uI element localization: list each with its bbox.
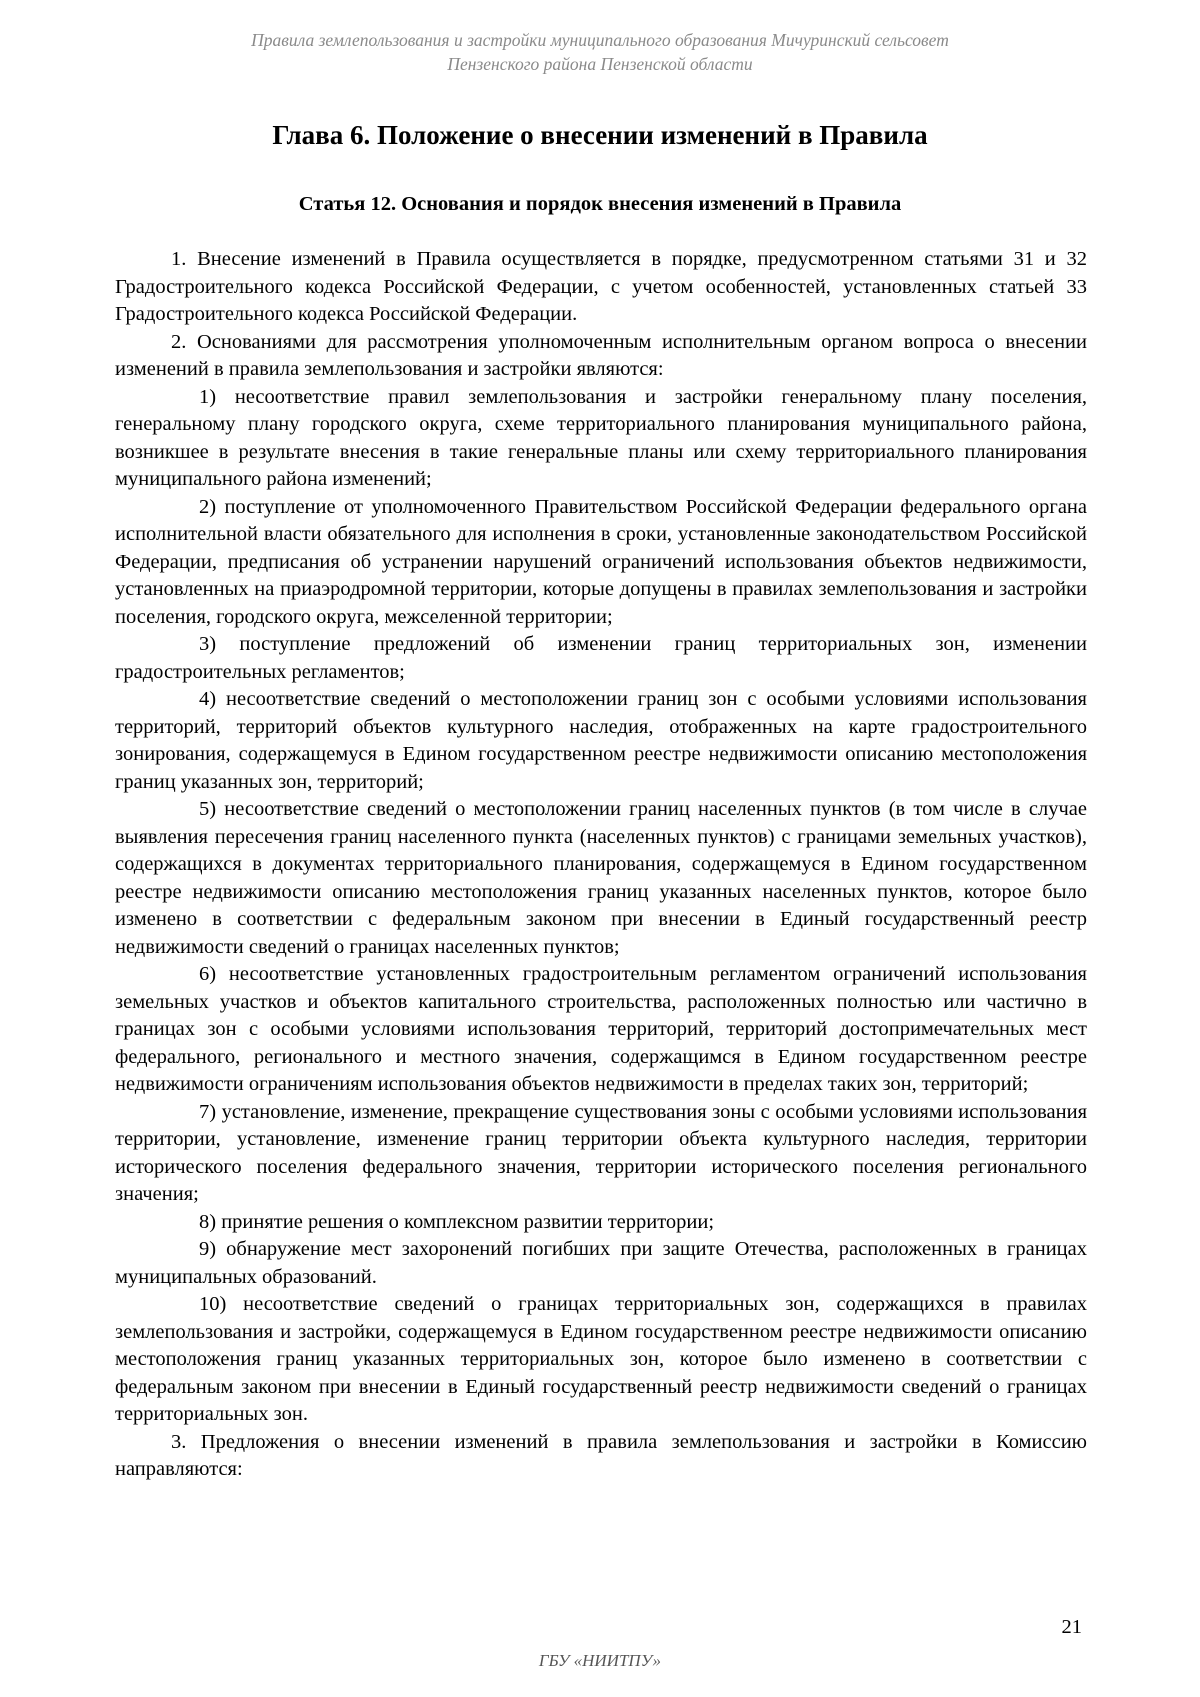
list-item-1: 1) несоответствие правил землепользования и застройки генеральному плану поселения, генеральному плану городского округа, схеме территориального планирования муниципального района, возникшее в результате внесения в такие генеральные планы или схему территориального планирования муниципального района изменений; (115, 385, 1087, 490)
article-title: Статья 12. Основания и порядок внесения изменений в Правила (298, 193, 902, 215)
running-footer: ГБУ «НИИТПУ» (538, 1651, 662, 1670)
article-body (115, 246, 1087, 1484)
paragraph-2: 2. Основаниями для рассмотрения уполномоченным исполнительным органом вопроса о внесении изменений в правила землепользования и застройки являются: (115, 330, 1087, 380)
list-item-5: 5) несоответствие сведений о местоположении границ населенных пунктов (в том числе в случае выявления пересечения границ населенного пункта (населенных пунктов) с границами земельных участков), содержащихся в документах территориального планирования, содержащемуся в Едином государственном реестре недвижимости описанию местоположения границ указанных населенных пунктов, которое было изменено в соответствии с федеральным законом при внесении в Единый государственный реестр недвижимости сведений о границах населенных пунктов; (115, 798, 1087, 958)
chapter-title: Глава 6. Положение о внесении изменений в Правила (272, 120, 928, 150)
list-item-6: 6) несоответствие установленных градостроительным регламентом ограничений использования земельных участков и объектов капитального строительства, расположенных полностью или частично в границах зон с особыми условиями использования территорий, территорий достопримечательных мест федерального, регионального и местного значения, содержащимся в Едином государственном реестре недвижимости ограничениям использования объектов недвижимости в пределах таких зон, территорий; (115, 963, 1087, 1095)
running-header-line-2: Пензенского района Пензенской области (447, 54, 753, 74)
list-item-9: 9) обнаружение мест захоронений погибших при защите Отечества, расположенных в границах муниципальных образований. (115, 1238, 1087, 1288)
list-item-8: 8) принятие решения о комплексном развитии территории; (199, 1210, 715, 1233)
running-header (150, 28, 1050, 76)
paragraph-1: 1. Внесение изменений в Правила осуществляется в порядке, предусмотренном статьями 31 и 32 Градостроительного кодекса Российской Федерации, с учетом особенностей, установленных статьей 33 Градостроительного кодекса Российской Федерации. (115, 248, 1087, 325)
paragraph-3: 3. Предложения о внесении изменений в правила землепользования и застройки в Комиссию направляются: (115, 1430, 1087, 1480)
list-item-4: 4) несоответствие сведений о местоположении границ зон с особыми условиями использования территорий, территорий объектов культурного наследия, отображенных на карте градостроительного зонирования, содержащемуся в Едином государственном реестре недвижимости описанию местоположения границ указанных зон, территорий; (115, 688, 1087, 793)
list-item-7: 7) установление, изменение, прекращение существования зоны с особыми условиями использования территории, установление, изменение границ территории объекта культурного наследия, территории исторического поселения федерального значения, территории исторического поселения регионального значения; (115, 1100, 1087, 1205)
list-item-10: 10) несоответствие сведений о границах территориальных зон, содержащихся в правилах землепользования и застройки, содержащемуся в Едином государственном реестре недвижимости описанию местоположения границ указанных территориальных зон, которое было изменено в соответствии с федеральным законом при внесении в Единый государственный реестр недвижимости сведений о границах территориальных зон. (115, 1293, 1087, 1425)
list-item-2: 2) поступление от уполномоченного Правительством Российской Федерации федерального органа исполнительной власти обязательного для исполнения в сроки, установленные законодательством Российской Федерации, предписания об устранении нарушений ограничений использования объектов недвижимости, установленных на приаэродромной территории, которые допущены в правилах землепользования и застройки поселения, городского округа, межселенной территории; (115, 495, 1087, 628)
running-header-line-1: Правила землепользования и застройки муниципального образования Мичуринский сельсовет (251, 30, 949, 50)
list-item-3: 3) поступление предложений об изменении границ территориальных зон, изменении градостроительных регламентов; (115, 633, 1087, 683)
page-number: 21 (1061, 1616, 1082, 1638)
